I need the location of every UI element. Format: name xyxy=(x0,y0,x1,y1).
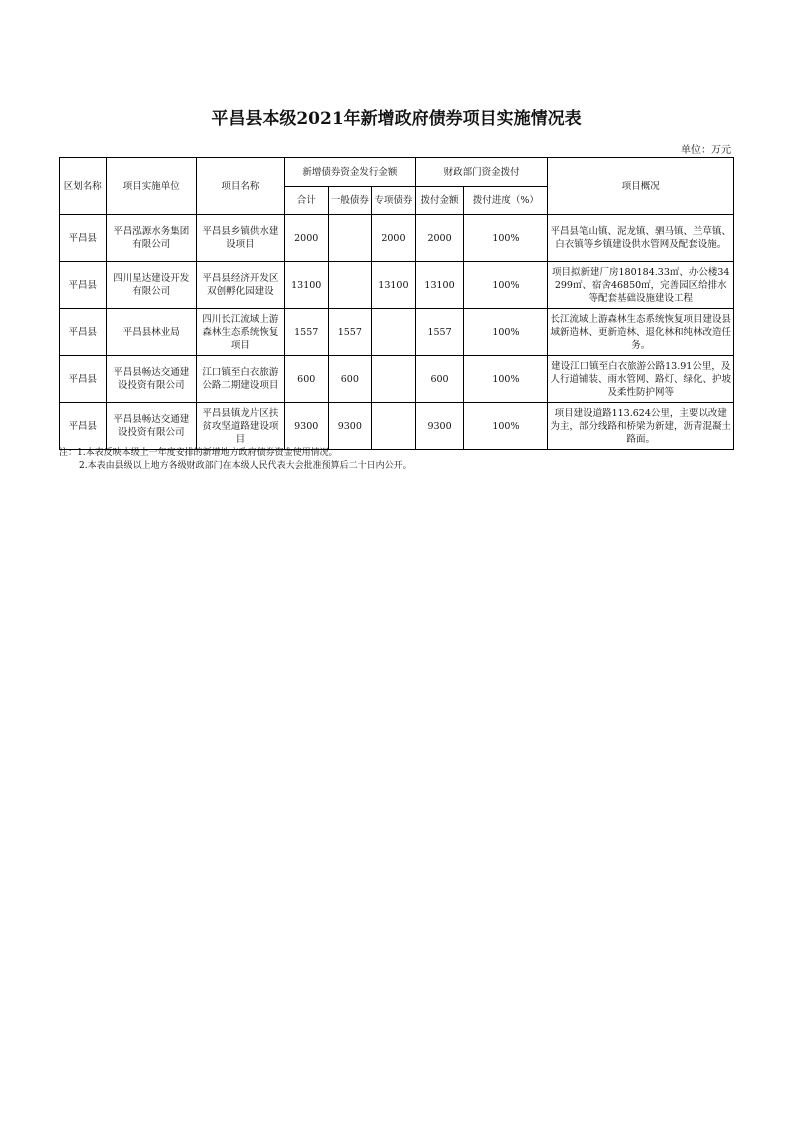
page-title: 平昌县本级2021年新增政府债券项目实施情况表 xyxy=(211,109,582,129)
cell-progress: 100% xyxy=(464,356,548,403)
header-progress: 拨付进度（%） xyxy=(464,187,548,215)
table-row xyxy=(60,356,734,403)
header-general: 一般债券 xyxy=(328,187,372,215)
cell-special xyxy=(372,403,416,450)
cell-region: 平昌县 xyxy=(60,262,107,309)
note-1: 注：1.本表反映本级上一年度安排的新增地方政府债券资金使用情况。 xyxy=(59,448,338,458)
table-row xyxy=(60,309,734,356)
cell-project: 平昌县经济开发区双创孵化园建设 xyxy=(196,262,284,309)
table-row xyxy=(60,215,734,262)
header-project: 项目名称 xyxy=(196,158,284,215)
debt-project-table xyxy=(59,157,734,450)
cell-summary: 项目建设道路113.624公里，主要以改建为主，部分线路和桥梁为新建，沥青混凝土路面。 xyxy=(548,403,734,450)
cell-total: 9300 xyxy=(284,403,328,450)
cell-progress: 100% xyxy=(464,309,548,356)
cell-project: 平昌县镇龙片区扶贫攻坚道路建设项目 xyxy=(196,403,284,450)
header-row-1 xyxy=(60,158,734,187)
header-paid: 拨付金额 xyxy=(415,187,464,215)
cell-special xyxy=(372,356,416,403)
cell-progress: 100% xyxy=(464,403,548,450)
cell-total: 1557 xyxy=(284,309,328,356)
cell-progress: 100% xyxy=(464,215,548,262)
header-summary: 项目概况 xyxy=(548,158,734,215)
cell-total: 13100 xyxy=(284,262,328,309)
cell-paid: 600 xyxy=(415,356,464,403)
header-issue-group: 新增债券资金发行金额 xyxy=(284,158,415,187)
note-2: 2.本表由县级以上地方各级财政部门在本级人民代表大会批准预算后二十日内公开。 xyxy=(79,461,412,471)
cell-summary: 建设江口镇至白衣旅游公路13.91公里，及人行道铺装、雨水管网、路灯、绿化、护坡及柔性防护网等 xyxy=(548,356,734,403)
cell-general xyxy=(328,262,372,309)
cell-special xyxy=(372,309,416,356)
cell-general: 600 xyxy=(328,356,372,403)
cell-unit: 平昌泓源水务集团有限公司 xyxy=(106,215,196,262)
table-row xyxy=(60,403,734,450)
cell-general: 9300 xyxy=(328,403,372,450)
cell-unit: 四川星达建设开发有限公司 xyxy=(106,262,196,309)
cell-paid: 13100 xyxy=(415,262,464,309)
cell-progress: 100% xyxy=(464,262,548,309)
header-total: 合计 xyxy=(284,187,328,215)
cell-paid: 9300 xyxy=(415,403,464,450)
cell-region: 平昌县 xyxy=(60,309,107,356)
cell-paid: 2000 xyxy=(415,215,464,262)
cell-paid: 1557 xyxy=(415,309,464,356)
header-fin-group: 财政部门资金拨付 xyxy=(415,158,548,187)
cell-special: 2000 xyxy=(372,215,416,262)
cell-region: 平昌县 xyxy=(60,356,107,403)
header-special: 专项债券 xyxy=(372,187,416,215)
cell-special: 13100 xyxy=(372,262,416,309)
cell-summary: 长江流域上游森林生态系统恢复项目建设县域新造林、更新造林、退化林和纯林改造任务。 xyxy=(548,309,734,356)
cell-summary: 平昌县笔山镇、泥龙镇、驷马镇、兰草镇、白衣镇等乡镇建设供水管网及配套设施。 xyxy=(548,215,734,262)
cell-total: 600 xyxy=(284,356,328,403)
table-row xyxy=(60,262,734,309)
cell-total: 2000 xyxy=(284,215,328,262)
notes xyxy=(59,447,412,473)
header-region: 区划名称 xyxy=(60,158,107,215)
cell-unit: 平昌县畅达交通建设投资有限公司 xyxy=(106,356,196,403)
cell-project: 江口镇至白衣旅游公路二期建设项目 xyxy=(196,356,284,403)
cell-summary: 项目拟新建厂房180184.33㎡、办公楼34299㎡、宿舍46850㎡，完善园区给排水等配套基础设施建设工程 xyxy=(548,262,734,309)
cell-general xyxy=(328,215,372,262)
cell-region: 平昌县 xyxy=(60,403,107,450)
cell-general: 1557 xyxy=(328,309,372,356)
cell-project: 平昌县乡镇供水建设项目 xyxy=(196,215,284,262)
cell-unit: 平昌县林业局 xyxy=(106,309,196,356)
cell-region: 平昌县 xyxy=(60,215,107,262)
header-unit: 项目实施单位 xyxy=(106,158,196,215)
unit-label: 单位：万元 xyxy=(681,145,731,156)
cell-project: 四川长江流域上游森林生态系统恢复项目 xyxy=(196,309,284,356)
cell-unit: 平昌县畅达交通建设投资有限公司 xyxy=(106,403,196,450)
